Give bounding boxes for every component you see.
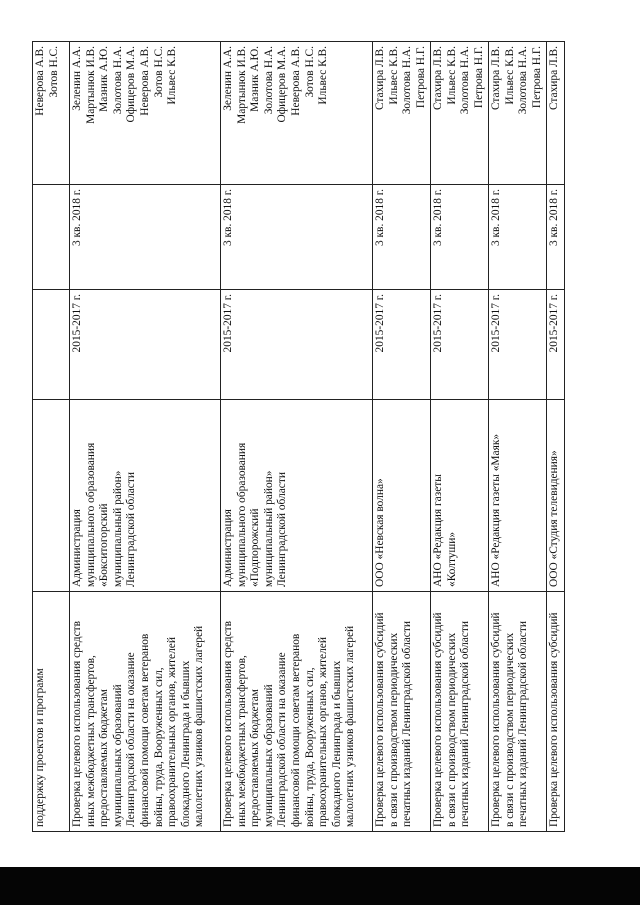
inspection-plan-table [32, 41, 565, 832]
period-cell: 2015-2017 г. [70, 290, 221, 400]
executors-cell: Стахира Л.В. [547, 42, 565, 185]
topic-cell: Проверка целевого использования субсидий в связи с производством периодических печатных изданий Ленинградской области [431, 592, 489, 832]
rotated-page-content [32, 42, 592, 832]
object-cell: Администрация муниципального образования «Подпорожский муниципальный район» Ленинградской области [221, 400, 373, 592]
period-cell: 2015-2017 г. [221, 290, 373, 400]
executors-cell: Неверова А.В. Зотов Н.С. [33, 42, 70, 185]
object-cell: ООО «Невская волна» [373, 400, 431, 592]
topic-cell: Проверка целевого использования субсидий в связи с производством периодических печатных изданий Ленинградской области [489, 592, 547, 832]
timing-cell: 3 кв. 2018 г. [489, 185, 547, 290]
scanner-edge-bar [0, 867, 640, 905]
object-cell: ООО «Студия телевидения» [547, 400, 565, 592]
topic-cell: Проверка целевого использования субсидий в связи с производством периодических печатных изданий Ленинградской области [373, 592, 431, 832]
topic-cell: Проверка целевого использования средств иных межбюджетных трансфертов, предоставляемых бюджетам муниципальных образований Ленинградской области на оказание финансовой помощи советам ветеранов войны, труда, Вооруженных сил, правоохранительных органов, жителей блокадного Ленинграда и бывших малолетних узников фашистских лагерей [70, 592, 221, 832]
object-cell [33, 400, 70, 592]
executors-cell: Зеленин А.А. Мартынюк И.В. Мазник А.Ю. Золотова Н.А. Офицеров М.А. Неверова А.В. Зотов Н.С. Ильвес К.В. [70, 42, 221, 185]
period-cell: 2015-2017 г. [431, 290, 489, 400]
topic-cell: Проверка целевого использования субсидий [547, 592, 565, 832]
table-row [489, 42, 547, 832]
timing-cell: 3 кв. 2018 г. [431, 185, 489, 290]
executors-cell: Зеленин А.А. Мартынюк И.В. Мазник А.Ю. Золотова Н.А. Офицеров М.А. Неверова А.В. Зотов Н.С. Ильвес К.В. [221, 42, 373, 185]
period-cell [33, 290, 70, 400]
table-row [33, 42, 70, 832]
table-row [431, 42, 489, 832]
period-cell: 2015-2017 г. [373, 290, 431, 400]
timing-cell: 3 кв. 2018 г. [221, 185, 373, 290]
table-row [221, 42, 373, 832]
object-cell: Администрация муниципального образования «Бокситогорский муниципальный район» Ленинградской области [70, 400, 221, 592]
object-cell: АНО «Редакция газеты «Колтуши» [431, 400, 489, 592]
period-cell: 2015-2017 г. [489, 290, 547, 400]
table-row [70, 42, 221, 832]
timing-cell: 3 кв. 2018 г. [373, 185, 431, 290]
executors-cell: Стахира Л.В. Ильвес К.В. Золотова Н.А. Петрова Н.Г. [489, 42, 547, 185]
topic-cell: Проверка целевого использования средств иных межбюджетных трансфертов, предоставляемых бюджетам муниципальных образований Ленинградской области на оказание финансовой помощи советам ветеранов войны, труда, Вооруженных сил, правоохранительных органов, жителей блокадного Ленинграда и бывших малолетних узников фашистских лагерей [221, 592, 373, 832]
timing-cell [33, 185, 70, 290]
table-row [373, 42, 431, 832]
executors-cell: Стахира Л.В. Ильвес К.В. Золотова Н.А. Петрова Н.Г. [431, 42, 489, 185]
timing-cell: 3 кв. 2018 г. [547, 185, 565, 290]
topic-cell: поддержку проектов и программ [33, 592, 70, 832]
period-cell: 2015-2017 г. [547, 290, 565, 400]
timing-cell: 3 кв. 2018 г. [70, 185, 221, 290]
object-cell: АНО «Редакция газеты «Маяк» [489, 400, 547, 592]
executors-cell: Стахира Л.В. Ильвес К.В. Золотова Н.А. Петрова Н.Г. [373, 42, 431, 185]
table-row [547, 42, 565, 832]
